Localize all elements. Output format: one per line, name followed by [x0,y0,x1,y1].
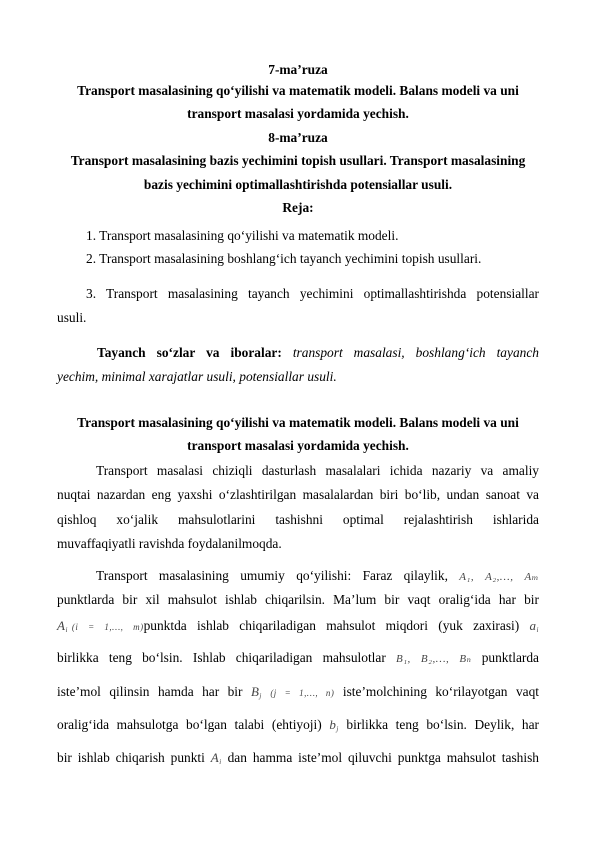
para1-line4: muvaffaqiyatli ravishda foydalanilmoqda. [57,536,282,551]
para1-line2: nuqtai nazardan eng yaxshi o‘zlashtirilgan masalalardan biri bo‘lib, undan sanoat va [57,487,539,502]
para2-text-7a: bir ishlab chiqarish punkti [57,750,205,765]
para2-line6 [57,715,539,739]
para2-text-7b: dan hamma iste’mol qiluvchi punktga mahsulot tashish [227,750,539,765]
lecture8-title-line1: Transport masalasining bazis yechimini topish usullari. Transport masalasining [70,153,526,168]
keywords-text-2: yechim, minimal xarajatlar usuli, potensiallar usuli. [57,369,337,384]
plan-item-1: 1. Transport masalasining qo‘yilishi va matematik modeli. [86,228,399,243]
para2-text-6a: oralig‘ida mahsulotga bo‘lgan talabi (ehtiyoji) [57,717,322,732]
section-title-line2: transport masalasi yordamida yechish. [187,438,409,453]
para2-text-1: Transport masalasining umumiy qo‘yilishi: Faraz qilaylik, [96,568,448,583]
formula-b-list: B₁, B₂,…, Bₙ [396,653,472,665]
formula-a-i: $A_i$ [57,618,68,634]
plan-heading: Reja: [282,200,314,215]
keywords-line1 [97,343,539,363]
keywords-line2 [57,367,337,387]
formula-ai: $a_i$ [529,618,539,634]
formula-j-range: (j = 1,…, n) [270,688,335,698]
para2-text-4a: birlikka teng bo‘lsin. Ishlab chiqariladigan mahsulotlar [57,650,386,665]
keywords-label: Tayanch so‘zlar va iboralar: [97,345,282,360]
formula-bj: $b_j$ [329,717,339,733]
lecture8-title-line2: bazis yechimini optimallashtirishda potensiallar usuli. [143,177,453,192]
para1-line3: qishloq xo‘jalik mahsulotlarini tashishni optimal rejalashtirish ishlarida [57,512,539,527]
plan-item-3-line2: usuli. [57,310,87,325]
formula-a-list: A₁, A₂,…, Aₘ [459,571,539,583]
para2-text-5b: iste’molchining ko‘rilayotgan vaqt [342,684,539,699]
para2-line7 [57,748,539,772]
lecture7-title-line2: transport masalasi yordamida yechish. [187,106,409,121]
lecture7-label: 7-ma’ruza [268,62,328,77]
formula-i-range: (i = 1,…, m) [71,622,144,632]
para2-text-6b: birlikka teng bo‘lsin. Deylik, har [346,717,540,732]
lecture7-title-line1: Transport masalasining qo‘yilishi va matematik modeli. Balans modeli va uni [77,83,519,98]
para2-line4 [57,648,539,669]
plan-item-3-line1: 3. Transport masalasining tayanch yechimini optimallashtirishda potensiallar [86,286,539,301]
lecture8-label: 8-ma’ruza [268,130,328,145]
keywords-text-1: transport masalasi, boshlang‘ich tayanch [292,345,539,360]
para2-text-4b: punktlarda [481,650,539,665]
para2-line5 [57,682,539,706]
section-title-line1: Transport masalasining qo‘yilishi va matematik modeli. Balans modeli va uni [77,415,519,430]
para2-text-5a: iste’mol qilinsin hamda har bir [57,684,243,699]
para2-line2: punktlarda bir xil mahsulot ishlab chiqarilsin. Ma’lum bir vaqt oralig‘ida har bir [57,592,539,607]
para2-line1 [96,566,539,587]
plan-item-2: 2. Transport masalasining boshlang‘ich tayanch yechimini topish usullari. [86,251,482,266]
para1-line1: Transport masalasi chiziqli dasturlash masalalari ichida nazariy va amaliy [96,463,539,478]
formula-b-j: $B_j$ [250,684,262,700]
formula-a-i-2: $A_i$ [210,750,222,766]
para2-line3 [57,616,539,640]
para2-text-3: punktda ishlab chiqariladigan mahsulot miqdori (yuk zaxirasi) [143,618,520,633]
